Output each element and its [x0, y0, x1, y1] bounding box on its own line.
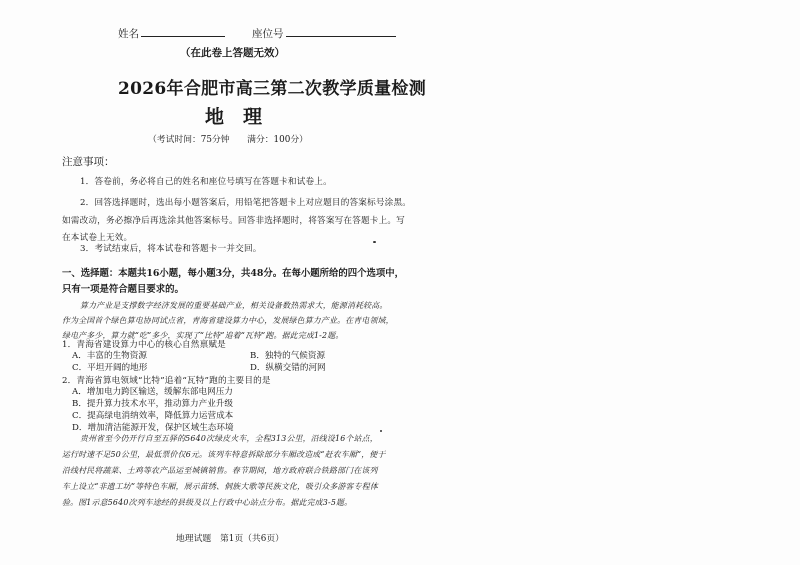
page-footer: 地理试题 第1页（共6页） [176, 534, 284, 544]
passage2-line-1: 贵州省至今仍开行自至五驿的5640次绿皮火车，全程313公里，沿线设16个站点， [80, 434, 378, 443]
passage2-line-5: 验。图1示意5640次列车途经的县级及以上行政中心站点分布。据此完成3-5题。 [62, 498, 353, 507]
q1-option-b: B．独特的气候资源 [250, 351, 326, 361]
q2-option-b: B．提升算力技术水平，推动算力产业升级 [72, 399, 234, 409]
q1-option-d: D．纵横交错的河网 [250, 363, 326, 373]
q2-option-c: C．提高绿电消纳效率，降低算力运营成本 [72, 411, 234, 421]
passage2-line-2: 运行时速不足50公里，最低票价仅6元。该列车特意拆除部分车厢改造成“赶农车厢”，便于 [62, 450, 386, 459]
seat-label: 座位号 [252, 28, 284, 40]
invalid-note: （在此卷上答题无效） [180, 47, 285, 59]
q1-stem: 1．青海省建设算力中心的核心自然禀赋是 [62, 340, 226, 350]
q1-option-c: C．平坦开阔的地形 [72, 363, 148, 373]
q2-option-d: D．增加清洁能源开发，保护区域生态环境 [72, 423, 234, 433]
note-item-2-line-1: 2．回答选择题时，选出每小题答案后，用铅笔把答题卡上对应题目的答案标号涂黑。 [80, 198, 412, 208]
note-item-2-line-3: 在本试卷上无效。 [62, 233, 133, 243]
name-label: 姓名 [118, 28, 139, 40]
exam-title: 2026年合肥市高三第二次教学质量检测 [118, 79, 427, 99]
seat-blank [286, 24, 396, 37]
passage2-line-4: 车上设立“非遗工坊”等特色车厢，展示苗绣、侗族大歌等民族文化，吸引众多游客专程体 [62, 482, 378, 491]
name-blank [141, 24, 225, 37]
q2-stem: 2．青海省算电领域“比特”追着“瓦特”跑的主要目的是 [62, 376, 271, 386]
passage1-line-1: 算力产业是支撑数字经济发展的重要基础产业，相关设备数热需求大，能源消耗较高。 [80, 301, 388, 310]
time-score: （考试时间：75分钟 满分：100分） [148, 135, 308, 145]
seat-field [252, 24, 396, 41]
q2-option-a: A．增加电力跨区输送，缓解东部电网压力 [72, 387, 233, 397]
note-item-1: 1．答卷前，务必将自己的姓名和座位号填写在答题卡和试卷上。 [80, 177, 332, 187]
passage1-line-2: 作为全国首个绿色算电协同试点省，青海省建设算力中心，发展绿色算力产业。在青电领域， [62, 316, 394, 325]
scan-speck [373, 241, 376, 243]
note-item-3: 3．考试结束后，将本试卷和答题卡一并交回。 [80, 244, 262, 254]
section1-line-1: 一、选择题：本题共16小题，每小题3分，共48分。在每小题所给的四个选项中， [62, 268, 404, 279]
notes-heading: 注意事项： [62, 156, 115, 168]
scan-speck [380, 430, 382, 432]
passage2-line-3: 沿线村民将蔬菜、土鸡等农产品运至城镇销售。春节期间，地方政府联合铁路部门在该列 [62, 466, 378, 475]
note-item-2-line-2: 如需改动，务必擦净后再选涂其他答案标号。回答非选择题时，将答案写在答题卡上。写 [62, 216, 405, 226]
q1-option-a: A．丰富的生物资源 [72, 351, 147, 361]
section1-line-2: 只有一项是符合题目要求的。 [62, 284, 184, 295]
name-field [118, 24, 225, 41]
passage1-line-3: 绿电产多少，算力就“吃”多少，实现了“比特”追着“瓦特”跑。据此完成1-2题。 [62, 331, 344, 340]
subject-title: 地 理 [205, 106, 263, 128]
